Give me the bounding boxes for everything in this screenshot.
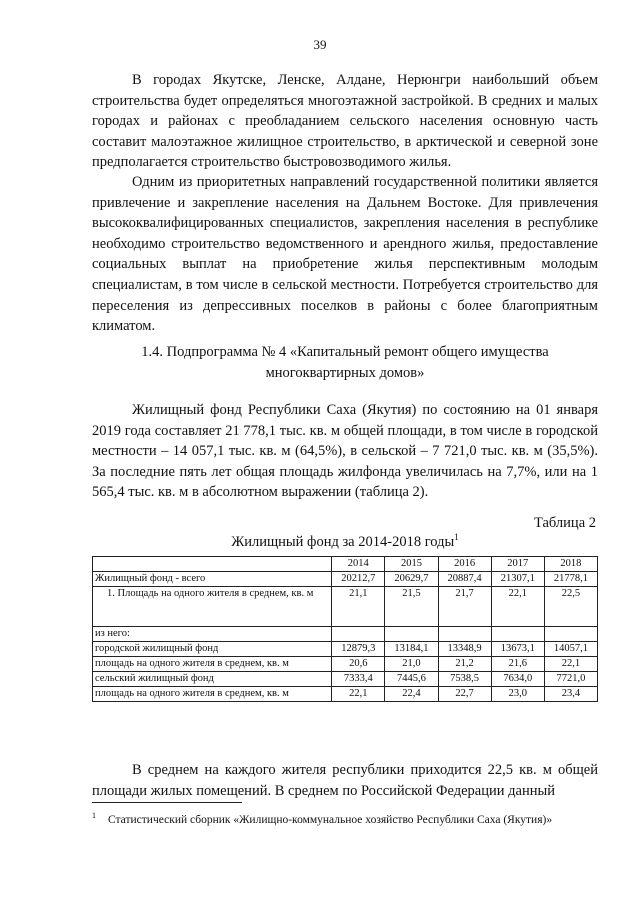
table-cell: 13673,1	[491, 642, 544, 657]
table-cell: 13184,1	[385, 642, 438, 657]
table-cell: 7538,5	[438, 672, 491, 687]
table-cell: 21,1	[332, 587, 385, 627]
table-cell	[544, 627, 597, 642]
table-header-row	[93, 557, 598, 572]
table-cell: 22,1	[332, 687, 385, 702]
table-cell: 12879,3	[332, 642, 385, 657]
table-title	[92, 532, 598, 551]
table-header-year: 2018	[544, 557, 597, 572]
section-heading-line-2: многоквартирных домов»	[265, 364, 425, 381]
table-cell	[438, 627, 491, 642]
table-cell: 21,7	[438, 587, 491, 627]
table-row	[93, 687, 598, 702]
paragraph-construction: В городах Якутске, Ленске, Алдане, Нерюнгри наибольший объем строительства будет определяться многоэтажной застройкой. В средних и малых городах и районах с преобладанием сельского населения основную часть составит малоэтажное жилищное строительство, в арктической и северной зоне предполагается строительство быстровозводимого жилья.	[92, 72, 598, 171]
table-cell	[332, 627, 385, 642]
table-header-year: 2015	[385, 557, 438, 572]
footnote	[92, 808, 598, 828]
table-cell: 22,4	[385, 687, 438, 702]
footnote-text: Статистический сборник «Жилищно-коммунальное хозяйство Республики Саха (Якутия)»	[108, 813, 553, 826]
table-cell: 23,0	[491, 687, 544, 702]
table-row	[93, 672, 598, 687]
table-cell: 13348,9	[438, 642, 491, 657]
table-footnote-mark: 1	[454, 532, 459, 542]
table-header-corner	[93, 557, 332, 572]
page-number: 39	[313, 37, 327, 52]
table-cell: 21,2	[438, 657, 491, 672]
table-cell: 20887,4	[438, 572, 491, 587]
table-header-year: 2017	[491, 557, 544, 572]
table-cell: 21778,1	[544, 572, 597, 587]
table-row-label: площадь на одного жителя в среднем, кв. м	[93, 687, 332, 702]
footnote-mark: 1	[92, 811, 96, 820]
footnote-divider	[92, 802, 242, 803]
table-cell: 22,1	[491, 587, 544, 627]
table-cell: 7721,0	[544, 672, 597, 687]
section-heading-line-1: 1.4. Подпрограмма № 4 «Капитальный ремонт общего имущества	[141, 344, 549, 360]
table-cell	[385, 627, 438, 642]
table-header-year: 2016	[438, 557, 491, 572]
table-cell: 20629,7	[385, 572, 438, 587]
table-row	[93, 657, 598, 672]
table-title-text: Жилищный фонд за 2014-2018 годы	[231, 533, 455, 550]
table-label: Таблица 2	[533, 515, 596, 531]
table-cell: 20212,7	[332, 572, 385, 587]
table-cell: 21307,1	[491, 572, 544, 587]
table-cell: 14057,1	[544, 642, 597, 657]
table-cell: 22,1	[544, 657, 597, 672]
housing-stock-table	[92, 556, 598, 702]
table-row	[93, 642, 598, 657]
table-row-label: из него:	[93, 627, 332, 642]
table-cell: 22,5	[544, 587, 597, 627]
table-row-label: Жилищный фонд - всего	[93, 572, 332, 587]
table-cell: 23,4	[544, 687, 597, 702]
table-cell: 7333,4	[332, 672, 385, 687]
section-heading	[92, 342, 598, 383]
table-row	[93, 572, 598, 587]
table-header-year: 2014	[332, 557, 385, 572]
table-row	[93, 627, 598, 642]
table-row-label: сельский жилищный фонд	[93, 672, 332, 687]
table-cell: 22,7	[438, 687, 491, 702]
paragraph-policy: Одним из приоритетных направлений государственной политики является привлечение и закрепление населения на Дальнем Востоке. Для привлечения высококвалифицированных специалистов, закрепления населения в республике необходимо строительство ведомственного и арендного жилья, предоставление социальных выплат на приобретение жилья перспективным молодым специалистам, в том числе в сельской местности. Потребуется строительство для переселения из депрессивных поселков в районы с более благоприятным климатом.	[92, 174, 598, 335]
table-row-label: городской жилищный фонд	[93, 642, 332, 657]
table-cell: 7445,6	[385, 672, 438, 687]
table-row-label: 1. Площадь на одного жителя в среднем, кв. м	[93, 587, 332, 627]
table-row	[93, 587, 598, 627]
table-cell: 7634,0	[491, 672, 544, 687]
table-row-label: площадь на одного жителя в среднем, кв. м	[93, 657, 332, 672]
table-cell: 20,6	[332, 657, 385, 672]
table-cell: 21,0	[385, 657, 438, 672]
table-cell: 21,6	[491, 657, 544, 672]
table-cell: 21,5	[385, 587, 438, 627]
paragraph-per-capita: В среднем на каждого жителя республики приходится 22,5 кв. м общей площади жилых помещений. В среднем по Российской Федерации данный	[92, 762, 598, 799]
table-cell	[491, 627, 544, 642]
paragraph-housing-stock: Жилищный фонд Республики Саха (Якутия) по состоянию на 01 января 2019 года составляет 21 778,1 тыс. кв. м общей площади, в том числе в городской местности – 14 057,1 тыс. кв. м (64,5%), в сельской – 7 721,0 тыс. кв. м (35,5%). За последние пять лет общая площадь жилфонда увеличилась на 7,7%, или на 1 565,4 тыс. кв. м в абсолютном выражении (таблица 2).	[92, 402, 598, 501]
